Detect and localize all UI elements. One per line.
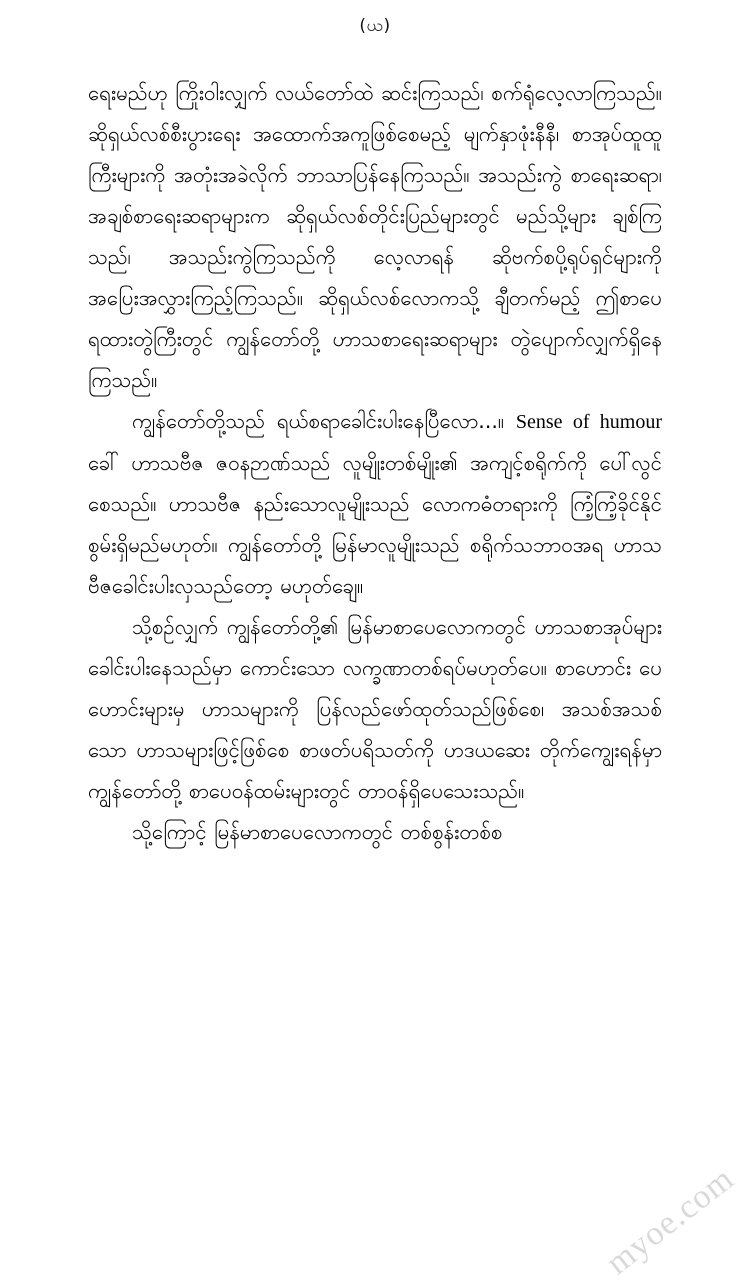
page-body: [0, 35, 750, 853]
paragraph-text-lead: ကျွန်တော်တို့သည် ရယ်စရာခေါင်းပါးနေပြီလော...။: [132, 409, 516, 433]
latin-phrase: Sense of humour: [515, 411, 662, 433]
paragraph: ရေးမည်ဟု ကြိုးဝါးလျှက် လယ်တော်ထဲ ဆင်းကြသည်၊ စက်ရုံလေ့လာကြသည်။ ဆိုရှယ်လစ်စီးပွားရေး အထောက်အကူဖြစ်စေမည့် မျက်နှာဖုံးနီနီ၊ စာအုပ်ထူထူကြီးများကို အတုံးအခဲလိုက် ဘာသာပြန်နေကြသည်။ အသည်းကွဲ စာရေးဆရာ၊ အချစ်စာရေးဆရာများက ဆိုရှယ်လစ်တိုင်းပြည်များတွင် မည်သို့များ ချစ်ကြသည်၊ အသည်းကွဲကြသည်ကို လေ့လာရန် ဆိုဗက်စပို့ရုပ်ရှင်များကို အပြေးအလွှားကြည့်ကြသည်။ ဆိုရှယ်လစ်လောကသို့ ချီတက်မည့် ဤစာပေရထားတွဲကြီးတွင် ကျွန်တော်တို့ ဟာသစာရေးဆရာများ တွဲပျောက်လျှက်ရှိနေကြသည်။: [88, 81, 662, 392]
watermark: myoe.com: [599, 1160, 742, 1282]
paragraph: သို့စဉ်လျှက် ကျွန်တော်တို့၏ မြန်မာစာပေလောကတွင် ဟာသစာအုပ်များ ခေါင်းပါးနေသည်မှာ ကောင်းသော လက္ခဏာတစ်ရပ်မဟုတ်ပေ။ စာဟောင်း ပေဟောင်းများမှ ဟာသများကို ပြန်လည်ဖော်ထုတ်သည်ဖြစ်စေ၊ အသစ်အသစ်သော ဟာသများဖြင့်ဖြစ်စေ စာဖတ်ပရိသတ်ကို ဟဒယဆေး တိုက်ကျွေးရန်မှာ ကျွန်တော်တို့ စာပေဝန်ထမ်းများတွင် တာဝန်ရှိပေသေးသည်။: [88, 615, 662, 803]
page-number: (ယ): [359, 16, 391, 36]
paragraph: သို့ကြောင့် မြန်မာစာပေလောကတွင် တစ်စွန်းတစ်စ: [132, 820, 503, 844]
paragraph-text-tail: ခေါ် ဟာသဗီဇ ဇဝနဉာဏ်သည် လူမျိုးတစ်မျိုး၏ အကျင့်စရိုက်ကို ပေါ်လွင်စေသည်။ ဟာသဗီဇ နည်းသောလူမျိုးသည် လောကဓံတရားကို ကြံ့ကြံ့ခိုင်နိုင်စွမ်းရှိမည်မဟုတ်။ ကျွန်တော်တို့ မြန်မာလူမျိုးသည် စရိုက်သဘာဝအရ ဟာသဗီဇခေါင်းပါးလှသည်တော့ မဟုတ်ချေ။: [88, 451, 662, 598]
paragraph: [88, 401, 662, 607]
